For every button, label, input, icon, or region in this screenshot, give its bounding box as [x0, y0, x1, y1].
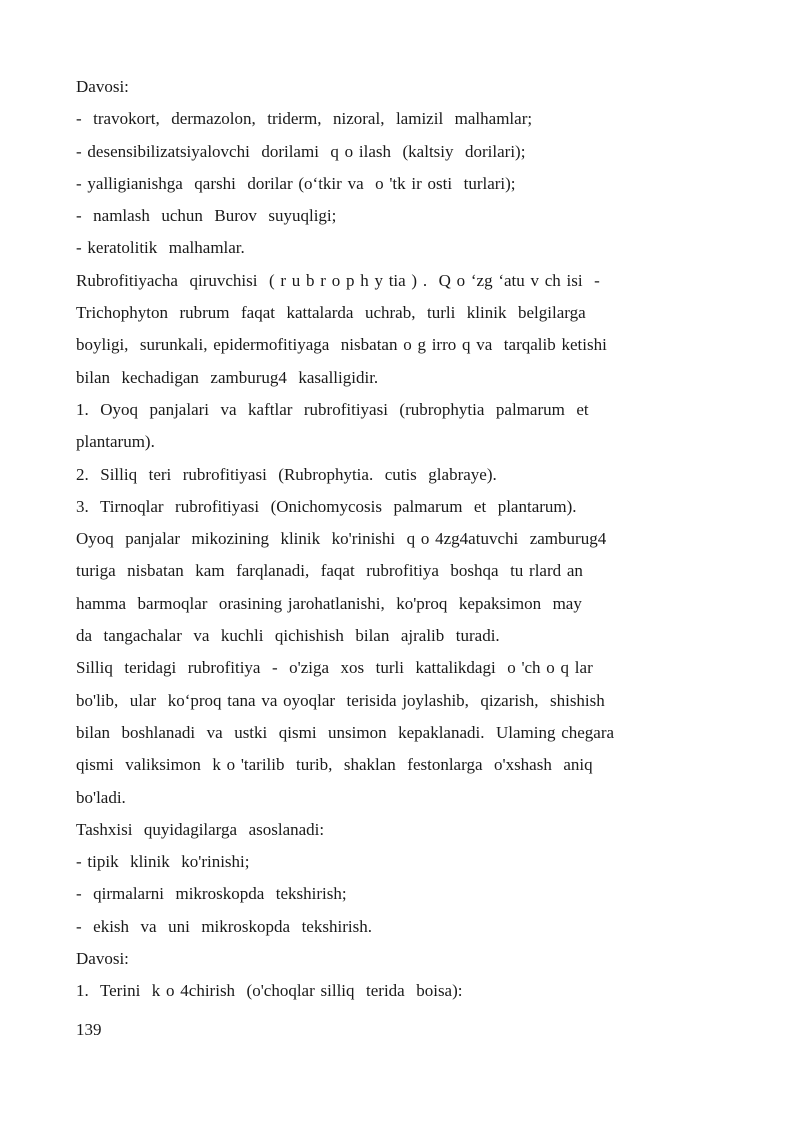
text-line: bo'lib, ular ko‘proq tana va oyoqlar terisida joylashib, qizarish, shishish	[76, 690, 605, 710]
text-line: 1. Oyoq panjalari va kaftlar rubrofitiyasi (rubrophytia palmarum et	[76, 399, 589, 419]
text-line: - keratolitik malhamlar.	[76, 238, 245, 258]
text-line: turiga nisbatan kam farqlanadi, faqat rubrofitiya boshqa tu rlard an	[76, 561, 583, 581]
body-text	[76, 74, 726, 1011]
text-line: bilan kechadigan zamburug4 kasalligidir.	[76, 367, 379, 387]
text-line: - ekish va uni mikroskopda tekshirish.	[76, 916, 372, 936]
text-line: 3. Tirnoqlar rubrofitiyasi (Onichomycosis palmarum et plantarum).	[76, 496, 577, 516]
text-line: hamma barmoqlar orasining jarohatlanishi, ko'proq kepaksimon may	[76, 593, 582, 613]
text-line: bilan boshlanadi va ustki qismi unsimon kepaklanadi. Ulaming chegara	[76, 722, 615, 742]
text-line: qismi valiksimon k o 'tarilib turib, shaklan festonlarga o'xshash aniq	[76, 755, 593, 775]
text-line: Silliq teridagi rubrofitiya - o'ziga xos turli kattalikdagi o 'ch o q lar	[76, 658, 593, 678]
text-line: boyligi, surunkali, epidermofitiyaga nisbatan o g irro q va tarqalib ketishi	[76, 335, 607, 355]
text-line: - tipik klinik ko'rinishi;	[76, 852, 250, 872]
text-line: 2. Silliq teri rubrofitiyasi (Rubrophytia. cutis glabraye).	[76, 464, 497, 484]
page-number: 139	[76, 1020, 102, 1039]
text-line: plantarum).	[76, 432, 155, 452]
text-line: - desensibilizatsiyalovchi dorilami q o ilash (kaltsiy dorilari);	[76, 141, 526, 161]
text-line: Oyoq panjalar mikozining klinik ko'rinishi q o 4zg4atuvchi zamburug4	[76, 529, 607, 549]
text-line: da tangachalar va kuchli qichishish bilan ajralib turadi.	[76, 626, 500, 646]
text-line: 1. Terini k o 4chirish (o'choqlar silliq terida boisa):	[76, 981, 463, 1001]
text-line: - namlash uchun Burov suyuqligi;	[76, 206, 337, 226]
text-line: Tashxisi quyidagilarga asoslanadi:	[76, 819, 325, 839]
text-line: Trichophyton rubrum faqat kattalarda uchrab, turli klinik belgilarga	[76, 303, 586, 323]
text-line: Davosi:	[76, 77, 129, 96]
text-line: - qirmalarni mikroskopda tekshirish;	[76, 884, 347, 904]
text-line: - travokort, dermazolon, triderm, nizoral, lamizil malhamlar;	[76, 109, 533, 129]
text-line: Davosi:	[76, 949, 129, 969]
text-line: - yalligianishga qarshi dorilar (o‘tkir va o 'tk ir osti turlari);	[76, 173, 516, 193]
text-line: bo'ladi.	[76, 787, 126, 807]
text-line: Rubrofitiyacha qiruvchisi ( r u b r o p h y tia ) . Q o ‘zg ‘atu v ch isi -	[76, 270, 600, 290]
